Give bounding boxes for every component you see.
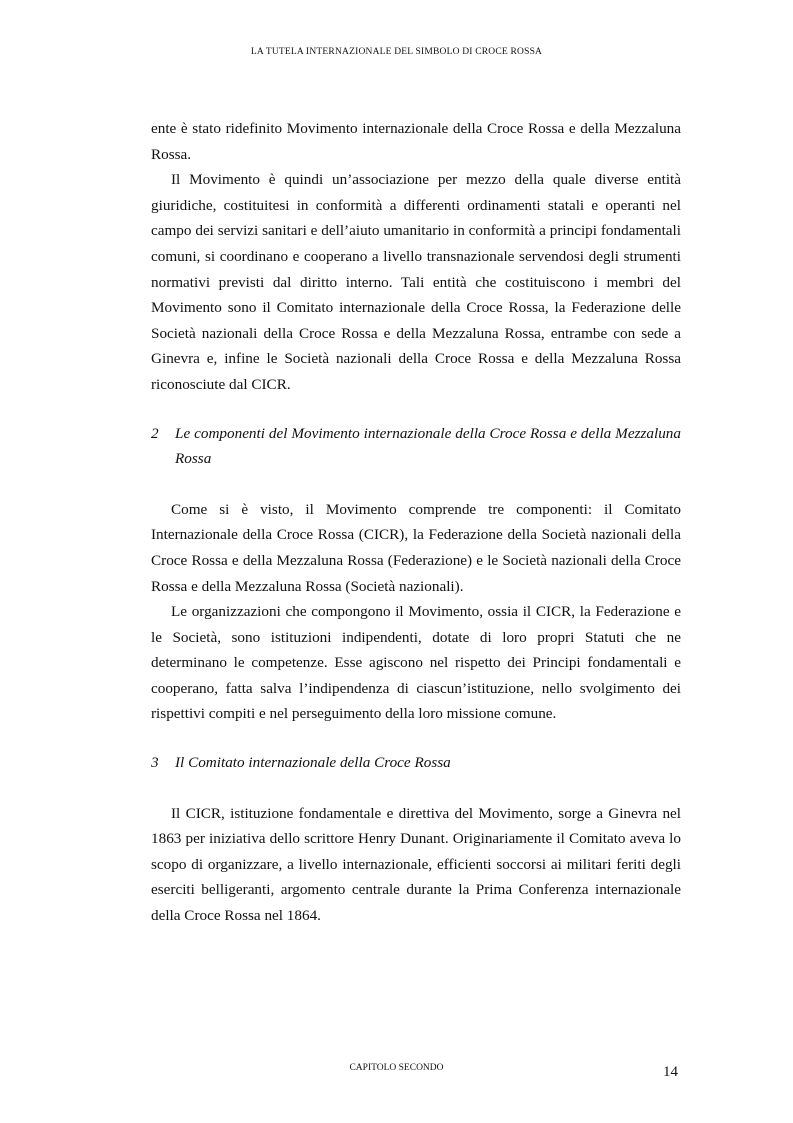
paragraph-continuation: ente è stato ridefinito Movimento internazionale della Croce Rossa e della Mezzaluna Rossa.	[151, 120, 681, 163]
page-number: 14	[663, 1064, 678, 1080]
page-body	[151, 116, 681, 929]
section-number: 3	[151, 754, 159, 772]
section-heading-3	[151, 750, 681, 776]
paragraph-cicr-history: Il CICR, istituzione fondamentale e direttiva del Movimento, sorge a Ginevra nel 1863 per iniziativa dello scrittore Henry Dunant. Originariamente il Comitato aveva lo scopo di organizzare, a livello internazionale, efficienti soccorsi ai militari feriti degli eserciti belligeranti, argomento centrale durante la Prima Conferenza internazionale della Croce Rossa nel 1864.	[151, 804, 681, 925]
paragraph-three-components: Come si è visto, il Movimento comprende tre componenti: il Comitato Internazionale della Croce Rossa (CICR), la Federazione della Società nazionali della Croce Rossa e della Mezzaluna Rossa (Federazione) e le Società nazionali della Croce Rossa e della Mezzaluna Rossa (Società nazionali).	[151, 500, 681, 595]
section-heading-2	[151, 421, 681, 472]
paragraph-movimento-definition: Il Movimento è quindi un’associazione per mezzo della quale diverse entità giuridiche, costituitesi in conformità a differenti ordinamenti statali e operanti nel campo dei servizi sanitari e dell’aiuto umanitario in conformità a principi fondamentali comuni, si coordinano e cooperano a livello transnazionale servendosi degli strumenti normativi previsti dal diritto interno. Tali entità che costituiscono i membri del Movimento sono il Comitato internazionale della Croce Rossa, la Federazione delle Società nazionali della Croce Rossa e della Mezzaluna Rossa, entrambe con sede a Ginevra e, infine le Società nazionali della Croce Rossa e della Mezzaluna Rossa riconosciute dal CICR.	[151, 171, 681, 393]
paragraph-organizations: Le organizzazioni che compongono il Movimento, ossia il CICR, la Federazione e le Società, sono istituzioni indipendenti, dotate di loro propri Statuti che ne determinano le competenze. Esse agiscono nel rispetto dei Principi fondamentali e cooperano, fatta salva l’indipendenza di ciascun’istituzione, nello svolgimento dei rispettivi compiti e nel perseguimento della loro missione comune.	[151, 603, 681, 723]
running-header: LA TUTELA INTERNAZIONALE DEL SIMBOLO DI CROCE ROSSA	[250, 47, 543, 57]
section-title: Le componenti del Movimento internazionale della Croce Rossa e della Mezzaluna Rossa	[175, 424, 681, 468]
chapter-footer: CAPITOLO SECONDO	[349, 1063, 444, 1073]
section-number: 2	[151, 424, 159, 442]
section-title: Il Comitato internazionale della Croce Rossa	[175, 754, 451, 772]
